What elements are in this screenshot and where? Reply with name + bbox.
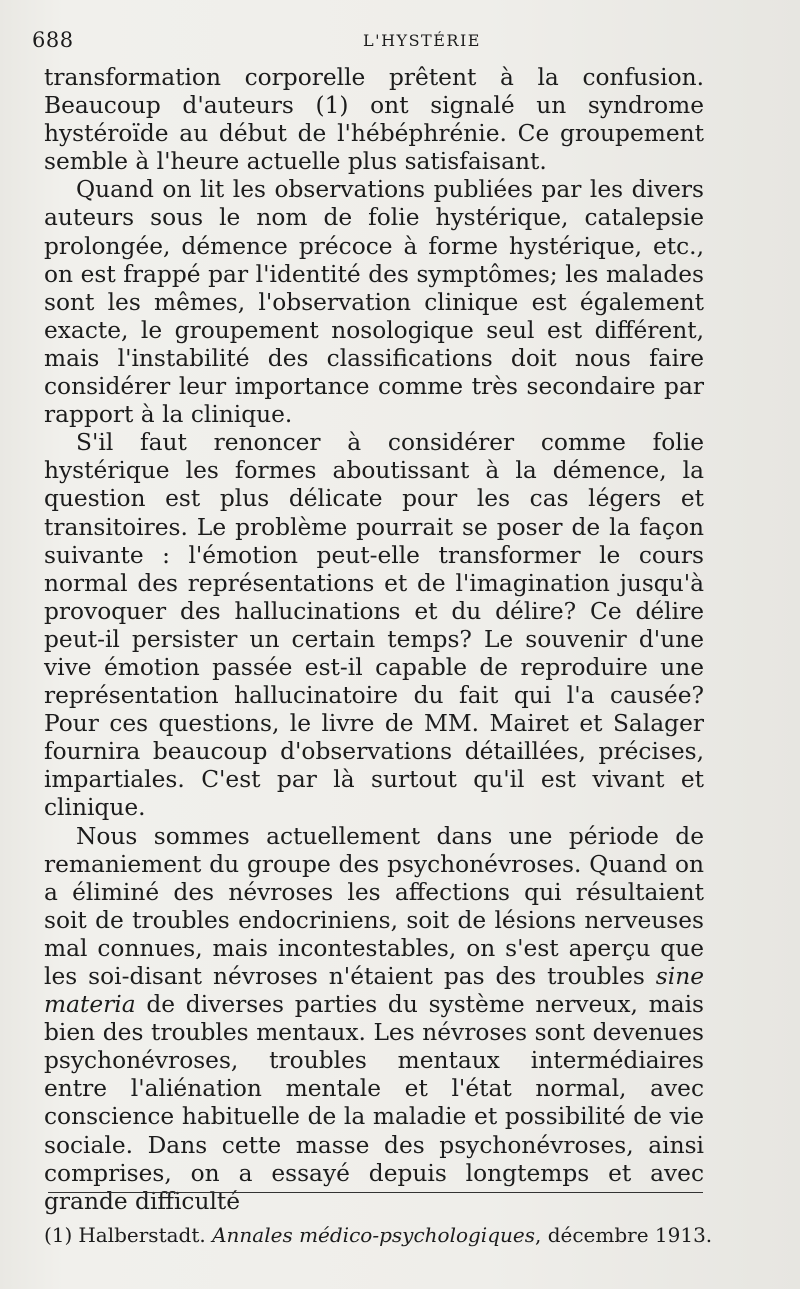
paragraph-1: transformation corporelle prêtent à la confusion. Beaucoup d'auteurs (1) ont signalé un syndrome hystéroïde au début de l'hébéphrénie. Ce groupement semble à l'heure actuelle plus satisfaisant. — [44, 64, 704, 176]
footnote-author: Halberstadt. — [78, 1223, 206, 1247]
paragraph-3: S'il faut renoncer à considérer comme folie hystérique les formes aboutissant à la démence, la question est plus délicate pour les cas légers et transitoires. Le problème pourrait se poser de la façon suivante : l'émotion peut-elle transformer le cours normal des représentations et de l'imagination jusqu'à provoquer des hallucinations et du délire? Ce délire peut-il persister un certain temps? Le souvenir d'une vive émotion passée est-il capable de reproduire une représentation hallucinatoire du fait qui l'a causée? Pour ces questions, le livre de MM. Mairet et Salager fournira beaucoup d'observations détaillées, précises, impartiales. C'est par là surtout qu'il est vivant et clinique. — [44, 429, 704, 822]
paragraph-4-italic: sine materia — [44, 963, 704, 1019]
footnote-marker: (1) — [44, 1223, 73, 1247]
page-number: 688 — [32, 28, 74, 52]
body-text — [44, 64, 704, 1216]
footnote — [44, 1222, 713, 1248]
running-head — [32, 28, 772, 58]
paragraph-4-part-2: de diverses parties du système nerveux, mais bien des troubles mentaux. Les névroses sont devenues psychonévroses, troubles mentaux intermédiaires entre l'aliénation mentale et l'état normal, avec conscience habituelle de la maladie et possibilité de vie sociale. Dans cette masse des psychonévroses, ainsi comprises, on a essayé depuis longtemps et avec grande difficulté — [44, 991, 704, 1215]
paragraph-4 — [44, 823, 704, 1216]
paragraph-4-part-1: Nous sommes actuellement dans une période de remaniement du groupe des psychonévroses. Quand on a éliminé des névroses les affections qui résultaient soit de troubles endocriniens, soit de lésions nerveuses mal connues, mais incontestables, on s'est aperçu que les soi-disant névroses n'étaient pas des troubles — [44, 822, 704, 990]
paragraph-2: Quand on lit les observations publiées par les divers auteurs sous le nom de folie hystérique, catalepsie prolongée, démence précoce à forme hystérique, etc., on est frappé par l'identité des symptômes; les malades sont les mêmes, l'observation clinique est également exacte, le groupement nosologique seul est différent, mais l'instabilité des classifications doit nous faire considérer leur importance comme très secondaire par rapport à la clinique. — [44, 176, 704, 429]
footnote-divider — [48, 1192, 703, 1193]
footnote-journal: Annales médico-psychologiques — [212, 1223, 535, 1247]
footnote-date: , décembre 1913. — [534, 1223, 713, 1247]
running-title: L'HYSTÉRIE — [363, 31, 481, 50]
